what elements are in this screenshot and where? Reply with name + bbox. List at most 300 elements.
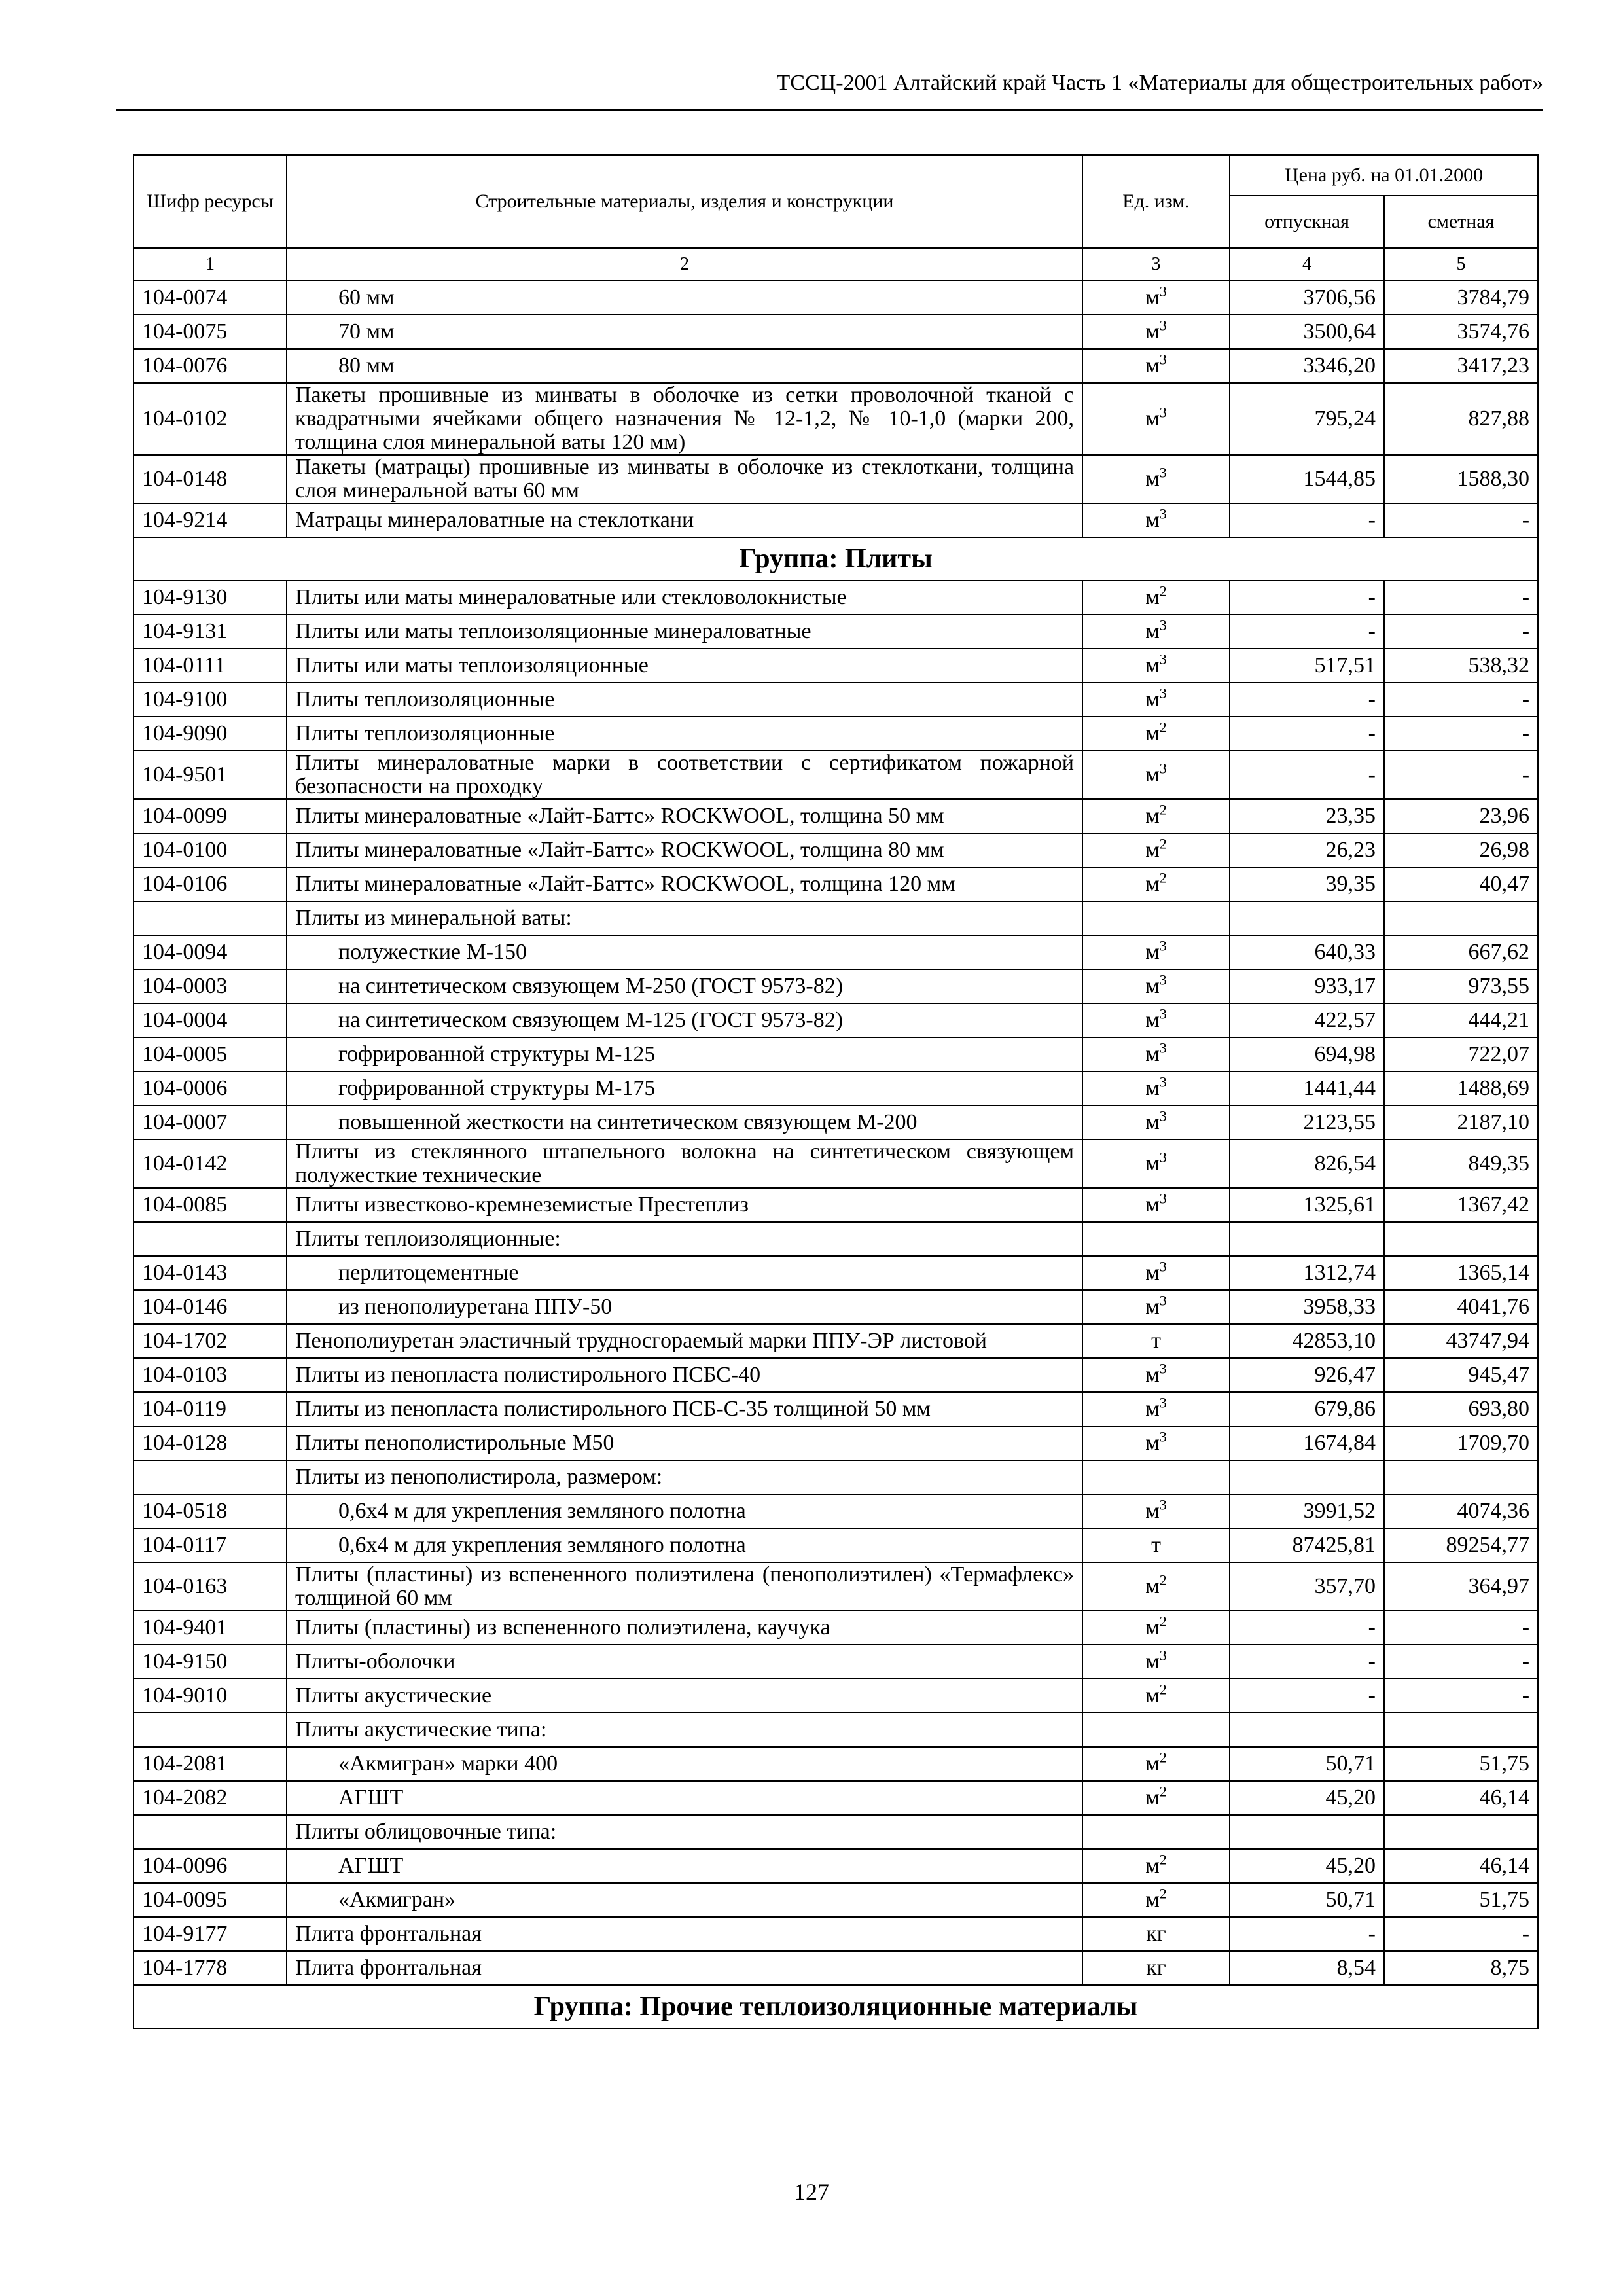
unit-cell: [1082, 717, 1230, 751]
resource-code-cell: 104-1778: [134, 1951, 287, 1985]
unit-cell: [1082, 751, 1230, 799]
release-price-cell: 3991,52: [1230, 1494, 1384, 1528]
estimate-price-cell: 1488,69: [1384, 1071, 1538, 1105]
material-name-cell: Плиты теплоизоляционные: [287, 717, 1082, 751]
unit-cell: [1082, 1562, 1230, 1611]
table-row: [134, 349, 1538, 383]
material-name-cell: Плиты минераловатные «Лайт-Баттс» ROCKWOOL, толщина 80 мм: [287, 833, 1082, 867]
release-price-cell: 1325,61: [1230, 1188, 1384, 1222]
table-row: [134, 1003, 1538, 1037]
material-name-cell: Плита фронтальная: [287, 1917, 1082, 1951]
unit-exponent: 2: [1159, 869, 1167, 886]
unit-text: т: [1151, 1533, 1161, 1558]
unit-exponent: 3: [1159, 1107, 1167, 1124]
unit-cell: [1082, 1460, 1230, 1494]
unit-text: м: [1145, 940, 1160, 965]
estimate-price-cell: 722,07: [1384, 1037, 1538, 1071]
resource-code-cell: 104-0102: [134, 383, 287, 455]
unit-cell: [1082, 1290, 1230, 1324]
unit-text: м: [1145, 687, 1160, 712]
unit-text: м: [1145, 1042, 1160, 1067]
release-price-cell: 2123,55: [1230, 1105, 1384, 1139]
table-row: [134, 455, 1538, 503]
unit-exponent: 2: [1159, 801, 1167, 818]
unit-cell: [1082, 1037, 1230, 1071]
col-number: 2: [287, 248, 1082, 281]
unit-text: м: [1145, 285, 1160, 310]
group-header-row: [134, 1985, 1538, 2028]
unit-cell: [1082, 1071, 1230, 1105]
estimate-price-cell: 3417,23: [1384, 349, 1538, 383]
estimate-price-cell: [1384, 1222, 1538, 1256]
unit-exponent: 3: [1159, 1149, 1167, 1166]
table-row: [134, 867, 1538, 901]
unit-text: м: [1145, 585, 1160, 610]
unit-cell: [1082, 1781, 1230, 1815]
release-price-cell: -: [1230, 503, 1384, 537]
unit-text: кг: [1146, 1922, 1166, 1946]
unit-exponent: 2: [1159, 1851, 1167, 1868]
release-price-cell: 26,23: [1230, 833, 1384, 867]
release-price-cell: -: [1230, 1679, 1384, 1713]
release-price-cell: 3706,56: [1230, 281, 1384, 315]
release-price-cell: 357,70: [1230, 1562, 1384, 1611]
col-header-release-price: отпускная: [1230, 196, 1384, 248]
table-row: [134, 1494, 1538, 1528]
estimate-price-cell: -: [1384, 1679, 1538, 1713]
resource-code-cell: [134, 1815, 287, 1849]
material-name-cell: Пакеты (матрацы) прошивные из минваты в оболочке из стеклоткани, толщина слоя минеральной ваты 60 мм: [287, 455, 1082, 503]
unit-exponent: 3: [1159, 971, 1167, 988]
unit-cell: [1082, 1951, 1230, 1985]
unit-cell: [1082, 1528, 1230, 1562]
unit-cell: [1082, 969, 1230, 1003]
release-price-cell: 42853,10: [1230, 1324, 1384, 1358]
release-price-cell: 3958,33: [1230, 1290, 1384, 1324]
unit-cell: [1082, 455, 1230, 503]
unit-cell: [1082, 615, 1230, 649]
table-row: [134, 1883, 1538, 1917]
unit-cell: [1082, 1917, 1230, 1951]
material-name-cell: Плиты известково-кремнеземистые Престеплиз: [287, 1188, 1082, 1222]
release-price-cell: -: [1230, 1917, 1384, 1951]
material-name-cell: 80 мм: [287, 349, 1082, 383]
unit-exponent: 2: [1159, 1783, 1167, 1800]
release-price-cell: -: [1230, 581, 1384, 615]
resource-code-cell: 104-0142: [134, 1139, 287, 1188]
col-header-price: Цена руб. на 01.01.2000: [1230, 155, 1538, 196]
unit-exponent: 3: [1159, 464, 1167, 481]
table-row: [134, 1917, 1538, 1951]
unit-cell: [1082, 581, 1230, 615]
unit-cell: [1082, 1426, 1230, 1460]
unit-exponent: 3: [1159, 760, 1167, 777]
table-row: [134, 1105, 1538, 1139]
release-price-cell: 926,47: [1230, 1358, 1384, 1392]
release-price-cell: [1230, 1713, 1384, 1747]
material-name-cell: Пенополиуретан эластичный трудносгораемый марки ППУ-ЭР листовой: [287, 1324, 1082, 1358]
resource-code-cell: [134, 1713, 287, 1747]
resource-code-cell: 104-0004: [134, 1003, 287, 1037]
estimate-price-cell: -: [1384, 751, 1538, 799]
resource-code-cell: 104-0111: [134, 649, 287, 683]
resource-code-cell: 104-9100: [134, 683, 287, 717]
table-row: [134, 1849, 1538, 1883]
unit-cell: [1082, 833, 1230, 867]
unit-text: м: [1145, 1363, 1160, 1388]
estimate-price-cell: -: [1384, 683, 1538, 717]
resource-code-cell: 104-0518: [134, 1494, 287, 1528]
unit-text: м: [1145, 406, 1160, 431]
unit-text: м: [1145, 1076, 1160, 1101]
unit-cell: [1082, 1392, 1230, 1426]
material-name-cell: гофрированной структуры М-125: [287, 1037, 1082, 1071]
release-price-cell: 826,54: [1230, 1139, 1384, 1188]
table-row: [134, 1358, 1538, 1392]
material-name-cell: Плиты или маты теплоизоляционные минераловатные: [287, 615, 1082, 649]
estimate-price-cell: 23,96: [1384, 799, 1538, 833]
resource-code-cell: 104-0128: [134, 1426, 287, 1460]
material-name-cell: полужесткие М-150: [287, 935, 1082, 969]
release-price-cell: -: [1230, 751, 1384, 799]
unit-exponent: 3: [1159, 1073, 1167, 1090]
unit-cell: [1082, 1713, 1230, 1747]
estimate-price-cell: [1384, 1460, 1538, 1494]
table-row: [134, 1426, 1538, 1460]
release-price-cell: [1230, 1815, 1384, 1849]
unit-cell: [1082, 1815, 1230, 1849]
resource-code-cell: 104-9150: [134, 1645, 287, 1679]
release-price-cell: 640,33: [1230, 935, 1384, 969]
table-row: [134, 1562, 1538, 1611]
table-row: [134, 649, 1538, 683]
estimate-price-cell: 3574,76: [1384, 315, 1538, 349]
table-row: [134, 1528, 1538, 1562]
estimate-price-cell: 945,47: [1384, 1358, 1538, 1392]
material-name-cell: Плиты теплоизоляционные: [287, 683, 1082, 717]
estimate-price-cell: 538,32: [1384, 649, 1538, 683]
material-name-cell: Плиты (пластины) из вспененного полиэтилена, каучука: [287, 1611, 1082, 1645]
unit-exponent: 2: [1159, 1885, 1167, 1902]
resource-code-cell: 104-0148: [134, 455, 287, 503]
release-price-cell: 1441,44: [1230, 1071, 1384, 1105]
estimate-price-cell: 3784,79: [1384, 281, 1538, 315]
unit-exponent: 3: [1159, 1394, 1167, 1411]
release-price-cell: 3500,64: [1230, 315, 1384, 349]
material-name-cell: «Акмигран»: [287, 1883, 1082, 1917]
material-name-cell: на синтетическом связующем М-125 (ГОСТ 9573-82): [287, 1003, 1082, 1037]
estimate-price-cell: 364,97: [1384, 1562, 1538, 1611]
unit-cell: [1082, 315, 1230, 349]
unit-text: кг: [1146, 1956, 1166, 1981]
unit-cell: [1082, 1358, 1230, 1392]
estimate-price-cell: 51,75: [1384, 1747, 1538, 1781]
col-header-estimate-price: сметная: [1384, 196, 1538, 248]
unit-text: м: [1145, 721, 1160, 746]
estimate-price-cell: -: [1384, 503, 1538, 537]
resource-code-cell: 104-0100: [134, 833, 287, 867]
unit-text: м: [1145, 1151, 1160, 1176]
table-row: [134, 717, 1538, 751]
subheading-row: [134, 1815, 1538, 1849]
resource-code-cell: 104-0085: [134, 1188, 287, 1222]
table-row: [134, 1071, 1538, 1105]
unit-exponent: 3: [1159, 1005, 1167, 1022]
release-price-cell: [1230, 1460, 1384, 1494]
estimate-price-cell: 40,47: [1384, 867, 1538, 901]
unit-text: м: [1145, 1499, 1160, 1524]
estimate-price-cell: -: [1384, 1611, 1538, 1645]
estimate-price-cell: [1384, 1815, 1538, 1849]
table-row: [134, 1679, 1538, 1713]
material-name-cell: Плиты-оболочки: [287, 1645, 1082, 1679]
estimate-price-cell: [1384, 1713, 1538, 1747]
unit-text: м: [1145, 353, 1160, 378]
unit-text: м: [1145, 974, 1160, 999]
resource-code-cell: 104-0143: [134, 1256, 287, 1290]
material-name-cell: Плиты минераловатные марки в соответствии с сертификатом пожарной безопасности на проходку: [287, 751, 1082, 799]
material-name-cell: Плиты облицовочные типа:: [287, 1815, 1082, 1849]
table-row: [134, 969, 1538, 1003]
estimate-price-cell: 26,98: [1384, 833, 1538, 867]
table-row: [134, 581, 1538, 615]
resource-code-cell: 104-9501: [134, 751, 287, 799]
unit-exponent: 3: [1159, 1258, 1167, 1275]
resource-code-cell: 104-0007: [134, 1105, 287, 1139]
unit-exponent: 3: [1159, 1428, 1167, 1445]
unit-text: м: [1145, 508, 1160, 533]
material-name-cell: Плиты минераловатные «Лайт-Баттс» ROCKWOOL, толщина 50 мм: [287, 799, 1082, 833]
resource-code-cell: 104-9130: [134, 581, 287, 615]
unit-cell: [1082, 1679, 1230, 1713]
unit-text: м: [1145, 1751, 1160, 1776]
estimate-price-cell: 46,14: [1384, 1781, 1538, 1815]
unit-cell: [1082, 1747, 1230, 1781]
resource-code-cell: [134, 1460, 287, 1494]
unit-exponent: 3: [1159, 1496, 1167, 1513]
estimate-price-cell: -: [1384, 581, 1538, 615]
col-header-name: Строительные материалы, изделия и конструкции: [287, 155, 1082, 248]
release-price-cell: 679,86: [1230, 1392, 1384, 1426]
resource-code-cell: 104-1702: [134, 1324, 287, 1358]
subheading-row: [134, 901, 1538, 935]
unit-exponent: 2: [1159, 1571, 1167, 1588]
estimate-price-cell: 2187,10: [1384, 1105, 1538, 1139]
estimate-price-cell: 667,62: [1384, 935, 1538, 969]
material-name-cell: 0,6х4 м для укрепления земляного полотна: [287, 1528, 1082, 1562]
release-price-cell: 45,20: [1230, 1849, 1384, 1883]
col-number: 3: [1082, 248, 1230, 281]
page-number: 127: [794, 2179, 829, 2205]
resource-code-cell: 104-0117: [134, 1528, 287, 1562]
table-row: [134, 1781, 1538, 1815]
unit-cell: [1082, 867, 1230, 901]
table-row: [134, 751, 1538, 799]
unit-cell: [1082, 1256, 1230, 1290]
material-name-cell: на синтетическом связующем М-250 (ГОСТ 9573-82): [287, 969, 1082, 1003]
estimate-price-cell: 444,21: [1384, 1003, 1538, 1037]
estimate-price-cell: 4074,36: [1384, 1494, 1538, 1528]
table-row: [134, 615, 1538, 649]
unit-exponent: 2: [1159, 1681, 1167, 1698]
unit-exponent: 3: [1159, 505, 1167, 522]
unit-cell: [1082, 1188, 1230, 1222]
unit-cell: [1082, 281, 1230, 315]
material-name-cell: Плиты из пенопласта полистирольного ПСБС-40: [287, 1358, 1082, 1392]
unit-text: м: [1145, 1615, 1160, 1640]
estimate-price-cell: 1367,42: [1384, 1188, 1538, 1222]
unit-text: м: [1145, 804, 1160, 829]
col-number: 4: [1230, 248, 1384, 281]
release-price-cell: -: [1230, 683, 1384, 717]
table-row: [134, 1951, 1538, 1985]
unit-text: м: [1145, 1008, 1160, 1033]
unit-exponent: 2: [1159, 1613, 1167, 1630]
estimate-price-cell: 1588,30: [1384, 455, 1538, 503]
release-price-cell: 933,17: [1230, 969, 1384, 1003]
table-row: [134, 935, 1538, 969]
estimate-price-cell: 46,14: [1384, 1849, 1538, 1883]
resource-code-cell: 104-0074: [134, 281, 287, 315]
material-name-cell: Плиты минераловатные «Лайт-Баттс» ROCKWOOL, толщина 120 мм: [287, 867, 1082, 901]
material-name-cell: 70 мм: [287, 315, 1082, 349]
table-row: [134, 683, 1538, 717]
subheading-row: [134, 1222, 1538, 1256]
unit-text: м: [1145, 619, 1160, 644]
unit-cell: [1082, 1324, 1230, 1358]
release-price-cell: 50,71: [1230, 1747, 1384, 1781]
release-price-cell: -: [1230, 1611, 1384, 1645]
release-price-cell: 795,24: [1230, 383, 1384, 455]
unit-exponent: 3: [1159, 404, 1167, 421]
estimate-price-cell: 8,75: [1384, 1951, 1538, 1985]
unit-text: м: [1145, 1574, 1160, 1599]
group-title: Группа: Плиты: [134, 537, 1538, 581]
table-row: [134, 1256, 1538, 1290]
release-price-cell: 1544,85: [1230, 455, 1384, 503]
unit-text: м: [1145, 1193, 1160, 1217]
unit-exponent: 2: [1159, 583, 1167, 600]
table-row: [134, 1037, 1538, 1071]
unit-exponent: 3: [1159, 317, 1167, 334]
release-price-cell: 1674,84: [1230, 1426, 1384, 1460]
resource-code-cell: 104-0006: [134, 1071, 287, 1105]
unit-exponent: 3: [1159, 1292, 1167, 1309]
unit-cell: [1082, 935, 1230, 969]
material-name-cell: Плиты или маты теплоизоляционные: [287, 649, 1082, 683]
estimate-price-cell: [1384, 901, 1538, 935]
unit-text: м: [1145, 319, 1160, 344]
material-name-cell: 60 мм: [287, 281, 1082, 315]
material-name-cell: Плиты пенополистирольные М50: [287, 1426, 1082, 1460]
unit-exponent: 2: [1159, 1749, 1167, 1766]
resource-code-cell: 104-0076: [134, 349, 287, 383]
table-row: [134, 833, 1538, 867]
table-row: [134, 315, 1538, 349]
table-row: [134, 1139, 1538, 1188]
resource-code-cell: 104-9131: [134, 615, 287, 649]
unit-text: м: [1145, 1110, 1160, 1135]
estimate-price-cell: -: [1384, 1917, 1538, 1951]
unit-cell: [1082, 1105, 1230, 1139]
table-row: [134, 503, 1538, 537]
estimate-price-cell: 849,35: [1384, 1139, 1538, 1188]
resource-code-cell: 104-0096: [134, 1849, 287, 1883]
unit-exponent: 3: [1159, 1190, 1167, 1207]
unit-cell: [1082, 1494, 1230, 1528]
unit-text: м: [1145, 1854, 1160, 1878]
table-row: [134, 1645, 1538, 1679]
unit-exponent: 3: [1159, 651, 1167, 668]
resource-code-cell: 104-9177: [134, 1917, 287, 1951]
release-price-cell: 8,54: [1230, 1951, 1384, 1985]
release-price-cell: 422,57: [1230, 1003, 1384, 1037]
release-price-cell: 694,98: [1230, 1037, 1384, 1071]
unit-cell: [1082, 1645, 1230, 1679]
unit-cell: [1082, 799, 1230, 833]
release-price-cell: 23,35: [1230, 799, 1384, 833]
table-row: [134, 383, 1538, 455]
resource-code-cell: 104-0099: [134, 799, 287, 833]
unit-cell: [1082, 1883, 1230, 1917]
unit-cell: [1082, 383, 1230, 455]
release-price-cell: -: [1230, 615, 1384, 649]
release-price-cell: 87425,81: [1230, 1528, 1384, 1562]
resource-code-cell: 104-2082: [134, 1781, 287, 1815]
table-row: [134, 1392, 1538, 1426]
release-price-cell: 39,35: [1230, 867, 1384, 901]
unit-exponent: 3: [1159, 617, 1167, 634]
unit-cell: [1082, 649, 1230, 683]
material-name-cell: Пакеты прошивные из минваты в оболочке из сетки проволочной тканой с квадратными ячейками общего назначения № 12-1,2, № 10-1,0 (марки 200, толщина слоя минеральной ваты 120 мм): [287, 383, 1082, 455]
unit-cell: [1082, 901, 1230, 935]
material-name-cell: «Акмигран» марки 400: [287, 1747, 1082, 1781]
estimate-price-cell: 1365,14: [1384, 1256, 1538, 1290]
table-row: [134, 1188, 1538, 1222]
unit-cell: [1082, 503, 1230, 537]
unit-exponent: 3: [1159, 1360, 1167, 1377]
resource-code-cell: 104-0075: [134, 315, 287, 349]
unit-exponent: 2: [1159, 835, 1167, 852]
material-name-cell: Плита фронтальная: [287, 1951, 1082, 1985]
subheading-row: [134, 1713, 1538, 1747]
resource-code-cell: 104-2081: [134, 1747, 287, 1781]
release-price-cell: 517,51: [1230, 649, 1384, 683]
unit-text: м: [1145, 1683, 1160, 1708]
unit-text: м: [1145, 872, 1160, 897]
unit-cell: [1082, 1611, 1230, 1645]
material-name-cell: 0,6х4 м для укрепления земляного полотна: [287, 1494, 1082, 1528]
estimate-price-cell: -: [1384, 615, 1538, 649]
unit-cell: [1082, 1849, 1230, 1883]
estimate-price-cell: 827,88: [1384, 383, 1538, 455]
release-price-cell: [1230, 1222, 1384, 1256]
col-number: 5: [1384, 248, 1538, 281]
estimate-price-cell: 51,75: [1384, 1883, 1538, 1917]
group-title: Группа: Прочие теплоизоляционные материалы: [134, 1985, 1538, 2028]
unit-exponent: 3: [1159, 1647, 1167, 1664]
unit-exponent: 2: [1159, 719, 1167, 736]
material-name-cell: Матрацы минераловатные на стеклоткани: [287, 503, 1082, 537]
material-name-cell: перлитоцементные: [287, 1256, 1082, 1290]
unit-text: м: [1145, 1785, 1160, 1810]
unit-exponent: 3: [1159, 685, 1167, 702]
estimate-price-cell: 4041,76: [1384, 1290, 1538, 1324]
resource-code-cell: 104-9214: [134, 503, 287, 537]
unit-exponent: 3: [1159, 937, 1167, 954]
resource-code-cell: [134, 1222, 287, 1256]
unit-cell: [1082, 1139, 1230, 1188]
